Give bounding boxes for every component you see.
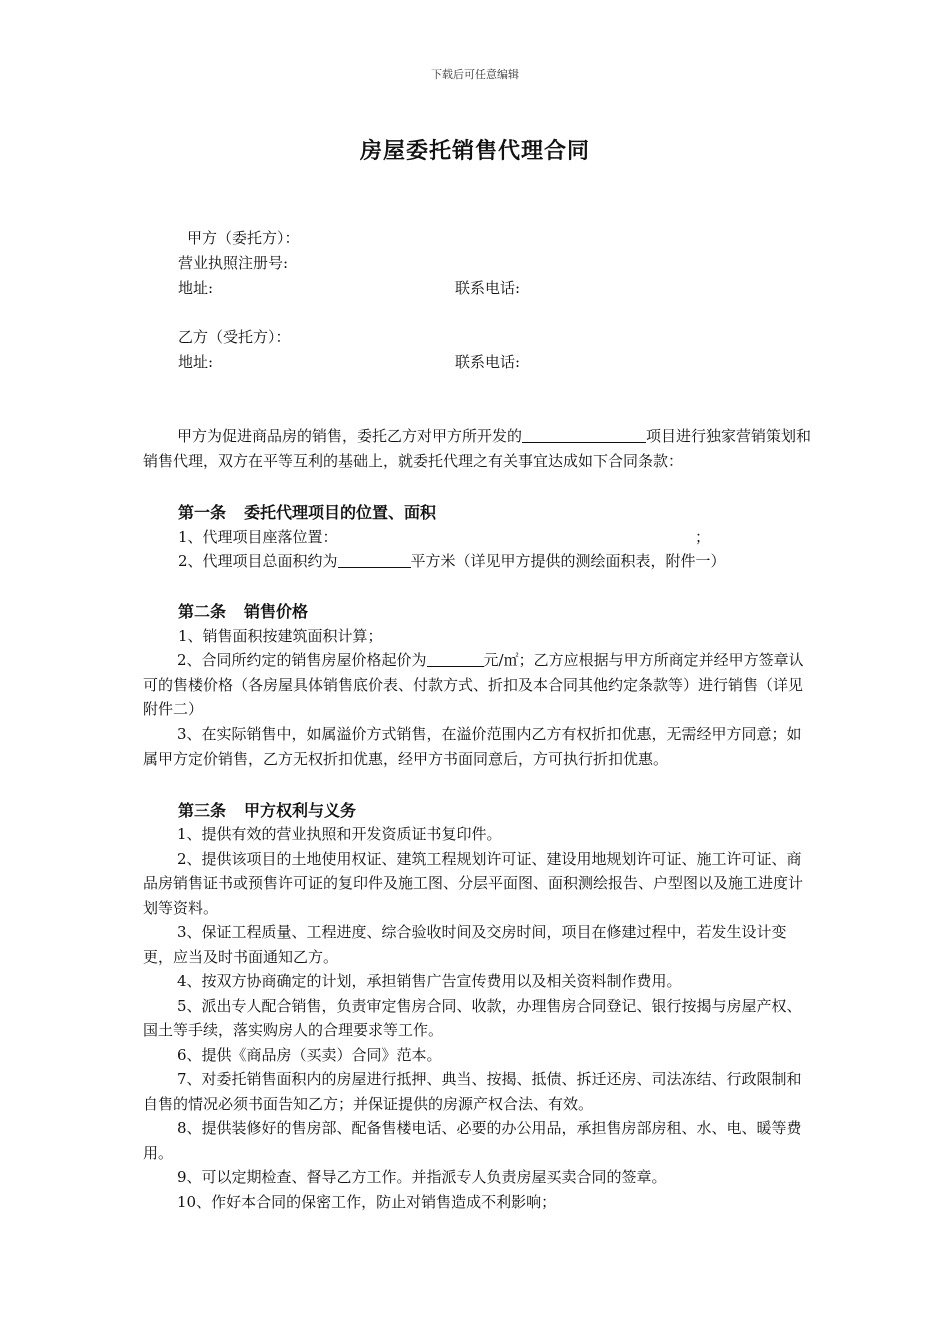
intro-text-end: 项目进行独家营销策划和销售代理，双方在平等互利的基础上，就委托代理之有关事宜达成如下合同条款： xyxy=(143,427,812,470)
article3-items xyxy=(143,822,813,1214)
article2-item3 xyxy=(143,722,813,771)
article3-heading xyxy=(178,798,356,821)
intro-paragraph xyxy=(143,424,813,473)
article2-item2-start: 2、合同所约定的销售房屋价格起价为 xyxy=(177,651,427,669)
price-blank xyxy=(427,650,484,667)
article2-number: 第二条 xyxy=(178,602,227,621)
article1-item2 xyxy=(178,549,726,573)
article3-item: 9、可以定期检查、督导乙方工作。并指派专人负责房屋买卖合同的签章。 xyxy=(177,1168,667,1186)
party-a-address: 地址: xyxy=(178,279,214,297)
party-a-license: 营业执照注册号: xyxy=(178,254,289,272)
article3-title: 甲方权利与义务 xyxy=(244,801,357,820)
article1-item2-end: 平方米（详见甲方提供的测绘面积表，附件一） xyxy=(410,552,726,570)
article2-title: 销售价格 xyxy=(244,602,309,621)
article3-item: 4、按双方协商确定的计划，承担销售广告宣传费用以及相关资料制作费用。 xyxy=(177,972,682,990)
article1-heading xyxy=(178,500,436,523)
article1-item2-start: 2、代理项目总面积约为 xyxy=(178,552,338,570)
article3-item: 8、提供装修好的售房部、配备售楼电话、必要的办公用品，承担售房部房租、水、电、暖等费用。 xyxy=(143,1119,802,1162)
area-blank xyxy=(338,551,411,568)
article3-item: 1、提供有效的营业执照和开发资质证书复印件。 xyxy=(177,825,502,843)
article3-number: 第三条 xyxy=(178,801,227,820)
party-b-address: 地址: xyxy=(178,353,214,371)
party-a-label: 甲方（委托方）： xyxy=(187,229,300,247)
article3-item: 2、提供该项目的土地使用权证、建筑工程规划许可证、建设用地规划许可证、施工许可证、商品房销售证书或预售许可证的复印件及施工图、分层平面图、面积测绘报告、户型图以及施工进度计划等资料。 xyxy=(143,849,804,917)
article1-item1: 1、代理项目座落位置： xyxy=(178,528,338,546)
article2-item2-end: 元/㎡；乙方应根据与甲方所商定并经甲方签章认可的售楼价格（各房屋具体销售底价表、付款方式、折扣及本合同其他约定条款等）进行销售（详见附件二） xyxy=(143,651,804,718)
article2-item1: 1、销售面积按建筑面积计算； xyxy=(178,627,383,645)
party-b-phone: 联系电话: xyxy=(455,353,521,371)
party-a-phone: 联系电话: xyxy=(455,279,521,297)
header-note: 下载后可任意编辑 xyxy=(431,68,519,81)
project-name-blank xyxy=(522,426,646,443)
article2-item3-text: 3、在实际销售中，如属溢价方式销售，在溢价范围内乙方有权折扣优惠，无需经甲方同意；如属甲方定价销售，乙方无权折扣优惠，经甲方书面同意后，方可执行折扣优惠。 xyxy=(143,725,802,768)
article3-item: 7、对委托销售面积内的房屋进行抵押、典当、按揭、抵债、拆迁还房、司法冻结、行政限制和自售的情况必须书面告知乙方；并保证提供的房源产权合法、有效。 xyxy=(143,1070,802,1113)
article1-title: 委托代理项目的位置、面积 xyxy=(244,503,437,522)
article1-item1-end: ； xyxy=(695,528,711,546)
article2-item2 xyxy=(143,648,813,722)
page-title: 房屋委托销售代理合同 xyxy=(359,139,590,164)
article3-item: 5、派出专人配合销售，负责审定售房合同、收款，办理售房合同登记、银行按揭与房屋产权、国土等手续，落实购房人的合理要求等工作。 xyxy=(143,996,802,1039)
article1-number: 第一条 xyxy=(178,503,227,522)
party-b-label: 乙方（受托方）： xyxy=(178,328,291,346)
intro-text-start: 甲方为促进商品房的销售，委托乙方对甲方所开发的 xyxy=(177,427,523,445)
article3-item: 3、保证工程质量、工程进度、综合验收时间及交房时间，项目在修建过程中，若发生设计变更，应当及时书面通知乙方。 xyxy=(143,923,787,966)
article3-item: 6、提供《商品房（买卖）合同》范本。 xyxy=(177,1045,442,1064)
article2-heading xyxy=(178,599,308,622)
article3-item: 10、作好本合同的保密工作，防止对销售造成不利影响； xyxy=(177,1192,557,1211)
